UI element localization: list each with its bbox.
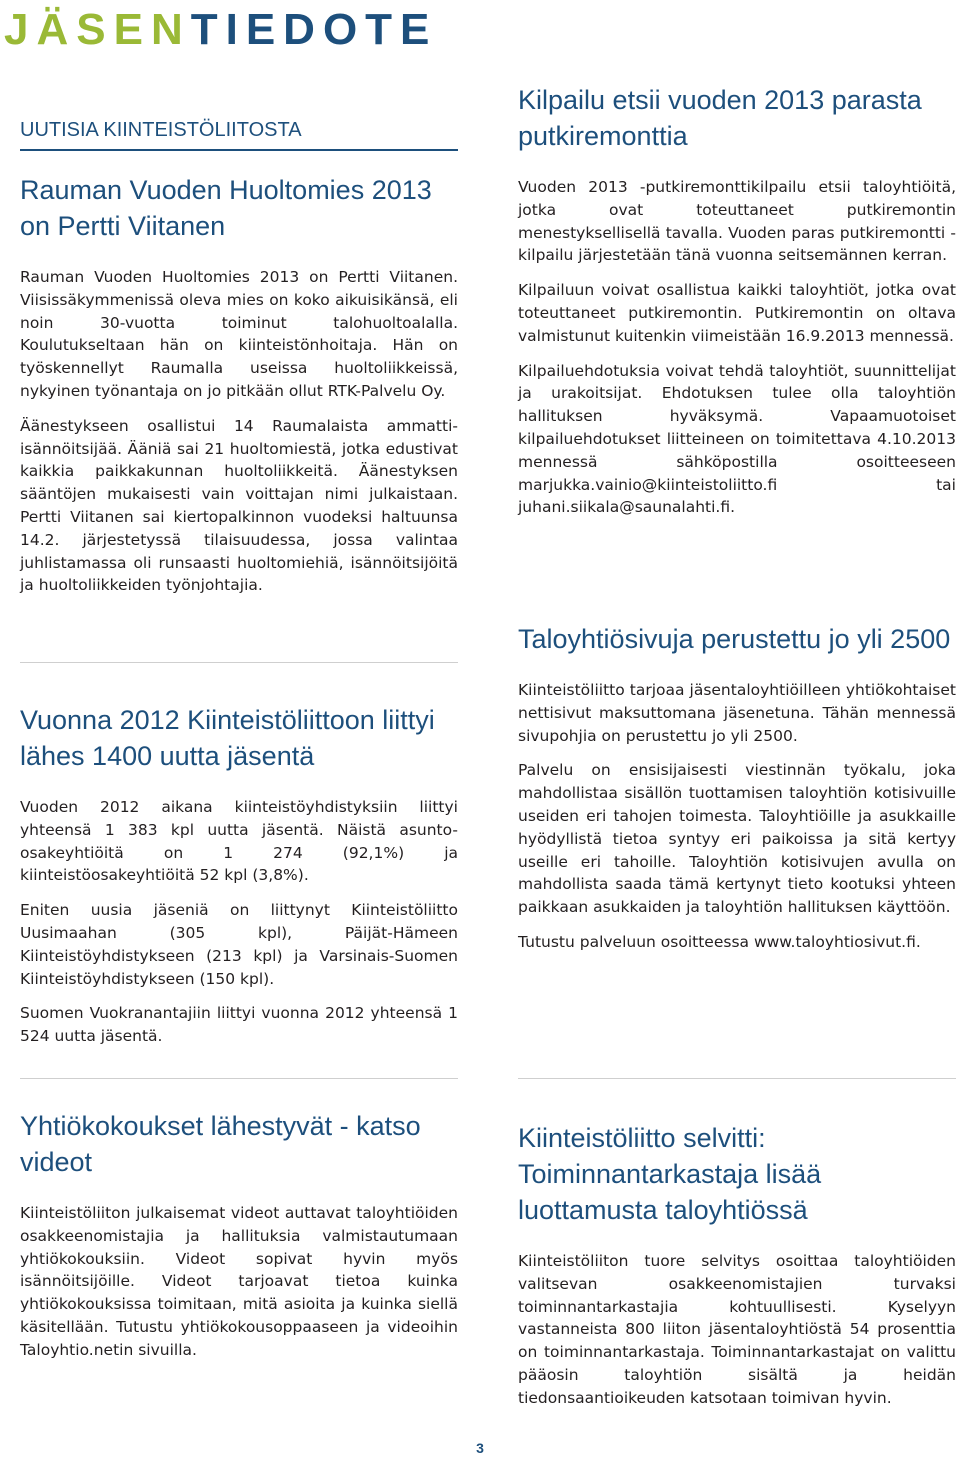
article-paragraph: Rauman Vuoden Huoltomies 2013 on Pertti Viitanen. Viisissäkymmenissä oleva mies on koko aikuisikänsä, eli noin 30-vuotta toiminut talohuoltoalalla. Koulutukseltaan hän on kiinteistönhoitaja. Hän on työskennellyt Raumalla useissa huoltoliikkeissä, nykyinen työnantaja on jo pitkään ollut RTK-Palvelu Oy. xyxy=(20,268,458,400)
article-title: Yhtiökokoukset lähestyvät - katso videot xyxy=(20,1111,421,1177)
article-paragraph: Suomen Vuokranantajiin liittyi vuonna 2012 yhteensä 1 524 uutta jäsentä. xyxy=(20,1004,458,1046)
article-taloyhtiosivut xyxy=(518,621,956,954)
article-toiminnantarkastaja xyxy=(518,1120,956,1410)
page-number: 3 xyxy=(476,1440,484,1456)
article-new-members xyxy=(20,702,458,1048)
article-videot xyxy=(20,1108,458,1362)
section-divider xyxy=(518,1078,956,1079)
masthead-part1: JÄSEN xyxy=(4,5,191,54)
article-paragraph: Kiinteistöliitto tarjoaa jäsentaloyhtiöilleen yhtiökohtaiset nettisivut maksuttomana jäsenetuna. Tähän mennessä sivupohjia on perustettu jo yli 2500. xyxy=(518,681,956,745)
article-paragraph: Kilpailuun voivat osallistua kaikki taloyhtiöt, jotka ovat toteuttaneet putkiremontin. Putkiremontin on oltava valmistunut kuitenkin viimeistään 16.9.2013 mennessä. xyxy=(518,281,956,345)
article-putkiremontti xyxy=(518,82,956,519)
article-paragraph: Kilpailuehdotuksia voivat tehdä taloyhtiöt, suunnittelijat ja urakoitsijat. Ehdotuksen tulee olla taloyhtiön hallituksen hyväksymä. Vapaamuotoiset kilpailuehdotukset liitteineen on toimitettava 4.10.2013 mennessä sähköpostilla osoitteeseen marjukka.vainio@kiinteistoliitto.fi tai juhani.siikala@saunalahti.fi. xyxy=(518,361,956,517)
article-title: Kilpailu etsii vuoden 2013 parasta putkiremonttia xyxy=(518,85,922,151)
article-paragraph: Tutustu palveluun osoitteessa www.taloyhtiosivut.fi. xyxy=(518,932,921,951)
article-title: Kiinteistöliitto selvitti: Toiminnantarkastaja lisää luottamusta taloyhtiössä xyxy=(518,1123,822,1225)
article-title: Taloyhtiösivuja perustettu jo yli 2500 xyxy=(518,624,951,654)
article-title: Rauman Vuoden Huoltomies 2013 on Pertti Viitanen xyxy=(20,175,432,241)
article-huoltomies xyxy=(20,172,458,597)
article-paragraph: Äänestykseen osallistui 14 Raumalaista ammatti-isännöitsijää. Ääniä sai 21 huoltomiestä, jotka edustivat kaikkia paikkakunnan huoltoliikkeitä. Äänestyksen sääntöjen mukaisesti vain voittajan nimi julkaistaan. Pertti Viitanen sai kiertopalkinnon vuodeksi haltuunsa 14.2. järjestetyssä tilaisuudessa, jossa valintaa juhlistamassa oli runsaasti huoltomiehiä, isännöitsijöitä ja huoltoliikkeiden työnjohtajia. xyxy=(20,416,458,595)
article-paragraph: Kiinteistöliiton julkaisemat videot auttavat taloyhtiöiden osakkeenomistajia ja hallituksia valmistautumaan yhtiökokouksiin. Videot sopivat hyvin myös isännöitsijöille. Videot tarjoavat tietoa kuinka yhtiökokouksissa toimitaan, mitä asioita ja kuinka siellä käsitellään. Tutustu yhtiökokousoppaaseen ja videoihin Taloyhtio.netin sivuilla. xyxy=(20,1204,458,1359)
article-paragraph: Eniten uusia jäseniä on liittynyt Kiinteistöliitto Uusimaahan (305 kpl), Päijät-Hämeen Kiinteistöyhdistykseen (213 kpl) ja Varsinais-Suomen Kiinteistöyhdistykseen (150 kpl). xyxy=(20,901,458,988)
article-title: Vuonna 2012 Kiinteistöliittoon liittyi lähes 1400 uutta jäsentä xyxy=(20,705,435,771)
article-paragraph: Vuoden 2013 -putkiremonttikilpailu etsii taloyhtiöitä, jotka ovat toteuttaneet putkiremontin menestyksellisellä tavalla. Vuoden paras putkiremontti -kilpailu järjestetään tänä vuonna seitsemännen kerran. xyxy=(518,178,956,265)
section-divider xyxy=(20,662,458,663)
article-paragraph: Palvelu on ensisijaisesti viestinnän työkalu, joka mahdollistaa sisällön tuottamisen taloyhtiön kotisivuille useiden eri tahojen toimesta. Taloyhtiöille ja asukkaille hyödyllistä tietoa syntyy eri paikoissa ja sitä kertyy useille eri tahoille. Taloyhtiön kotisivujen avulla on mahdollista saada tämä kertynyt tieto kootuksi yhteen paikkaan asukkaiden ja taloyhtiön hallituksen käyttöön. xyxy=(518,761,956,917)
masthead-title xyxy=(4,6,437,54)
article-paragraph: Vuoden 2012 aikana kiinteistöyhdistyksiin liittyi yhteensä 1 383 kpl uutta jäsentä. Näistä asunto-osakeyhtiöitä on 1 274 (92,1%) ja kiinteistöosakeyhtiöitä 52 kpl (3,8%). xyxy=(20,798,458,885)
section-divider xyxy=(20,1078,458,1079)
article-paragraph: Kiinteistöliiton tuore selvitys osoittaa taloyhtiöiden valitsevan osakkeenomistajien turvaksi toiminnantarkastajia kohtuullisesti. Kyselyyn vastanneista 800 liiton jäsentaloyhtiöstä 54 prosenttia on toiminnantarkastaja. Toiminnantarkastajat on valittu pääosin taloyhtiön sisältä ja heidän tiedonsaantioikeuden katsotaan toimivan hyvin. xyxy=(518,1252,956,1407)
section-kicker: UUTISIA KIINTEISTÖLIITOSTA xyxy=(20,118,458,151)
masthead-part2: TIEDOTE xyxy=(190,5,438,54)
